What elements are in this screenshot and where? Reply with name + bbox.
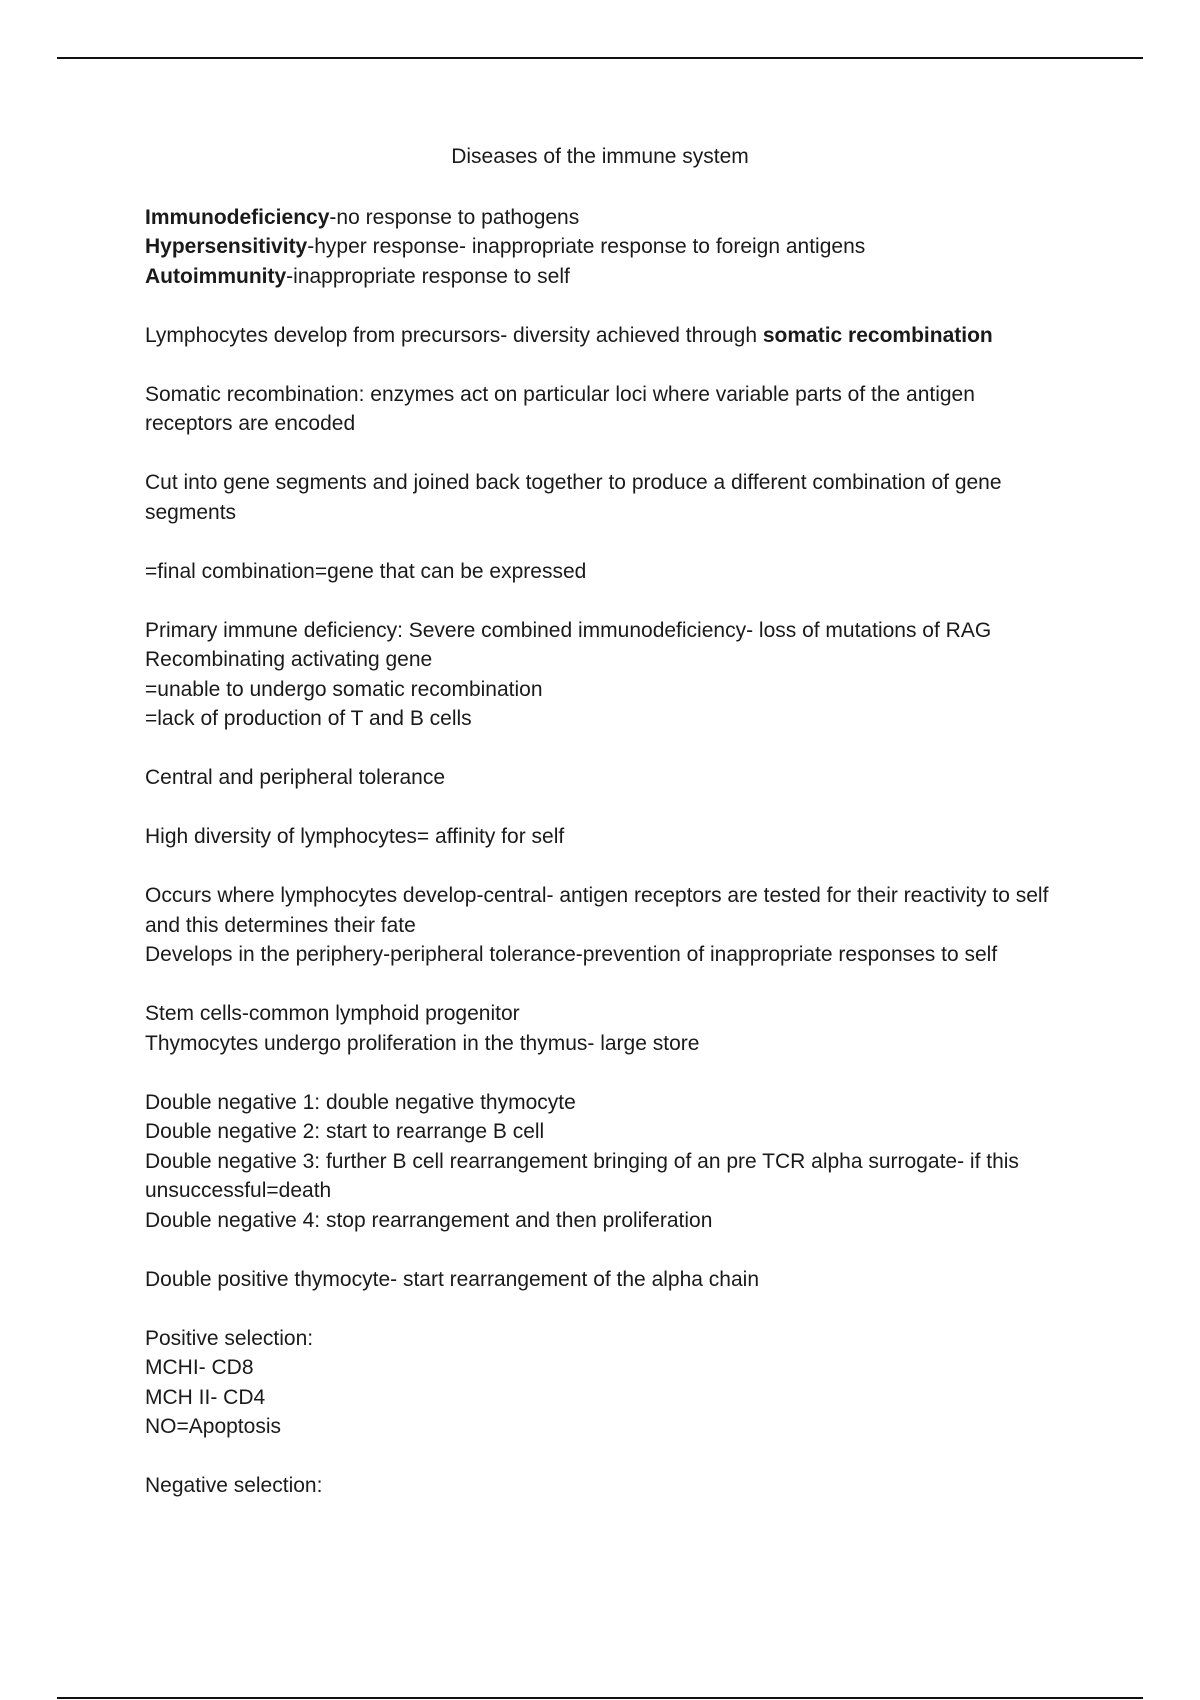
definition-immunodeficiency: [145, 203, 1055, 233]
tolerance-line: Develops in the periphery-peripheral tolerance-prevention of inappropriate responses to self: [145, 943, 998, 966]
double-negative-line: Double negative 1: double negative thymocyte: [145, 1090, 576, 1114]
positive-selection-line: MCH II- CD4: [145, 1385, 266, 1409]
tolerance-block: [145, 881, 1055, 970]
stem-cells-block: [145, 999, 1055, 1058]
definitions-block: [145, 203, 1055, 292]
cut-segments-paragraph: Cut into gene segments and joined back together to produce a different combination of gene segments: [145, 471, 1002, 524]
definition-text: -hyper response- inappropriate response to foreign antigens: [307, 235, 866, 258]
lymphocytes-paragraph: [145, 321, 1055, 351]
term: Autoimmunity: [145, 264, 287, 288]
double-negative-line: Double negative 2: start to rearrange B cell: [145, 1120, 545, 1143]
positive-selection-line: NO=Apoptosis: [145, 1415, 281, 1438]
negative-selection-heading: Negative selection:: [145, 1474, 323, 1497]
definition-text: -inappropriate response to self: [286, 264, 570, 288]
primary-deficiency-line: =lack of production of T and B cells: [145, 707, 472, 730]
definition-autoimmunity: [145, 262, 1055, 292]
document-page: [145, 142, 1055, 1530]
final-combination-paragraph: =final combination=gene that can be expressed: [145, 559, 587, 583]
positive-selection-line: MCHI- CD8: [145, 1356, 254, 1379]
primary-deficiency-line: =unable to undergo somatic recombination: [145, 677, 543, 701]
primary-deficiency-line: Primary immune deficiency: Severe combined immunodeficiency- loss of mutations of RAG Recombinating activating gene: [145, 618, 992, 671]
stem-cells-line: Stem cells-common lymphoid progenitor: [145, 1002, 520, 1025]
double-negative-block: [145, 1088, 1055, 1236]
stem-cells-line: Thymocytes undergo proliferation in the thymus- large store: [145, 1031, 700, 1055]
header-rule: [57, 57, 1143, 59]
somatic-recombination-paragraph: Somatic recombination: enzymes act on particular loci where variable parts of the antigen receptors are encoded: [145, 382, 975, 435]
double-positive-paragraph: Double positive thymocyte- start rearrangement of the alpha chain: [145, 1267, 759, 1291]
lymphocytes-text: Lymphocytes develop from precursors- diversity achieved through: [145, 323, 763, 347]
double-negative-line: Double negative 3: further B cell rearrangement bringing of an pre TCR alpha surrogate- if this unsuccessful=death: [145, 1149, 1019, 1202]
term: Immunodeficiency: [145, 205, 330, 229]
page-title: Diseases of the immune system: [451, 145, 749, 168]
lymphocytes-bold: somatic recombination: [762, 323, 993, 347]
definition-text: -no response to pathogens: [329, 205, 580, 229]
definition-hypersensitivity: [145, 232, 1055, 262]
positive-selection-line: Positive selection:: [145, 1326, 314, 1350]
footer-rule: [57, 1697, 1143, 1699]
term: Hypersensitivity: [145, 235, 308, 258]
tolerance-line: Occurs where lymphocytes develop-central- antigen receptors are tested for their reactivity to self and this determines their fate: [145, 884, 1049, 937]
tolerance-heading: Central and peripheral tolerance: [145, 766, 446, 789]
double-negative-line: Double negative 4: stop rearrangement and then proliferation: [145, 1208, 713, 1232]
positive-selection-block: [145, 1324, 1055, 1442]
primary-deficiency-block: [145, 616, 1055, 734]
high-diversity-paragraph: High diversity of lymphocytes= affinity for self: [145, 825, 565, 848]
